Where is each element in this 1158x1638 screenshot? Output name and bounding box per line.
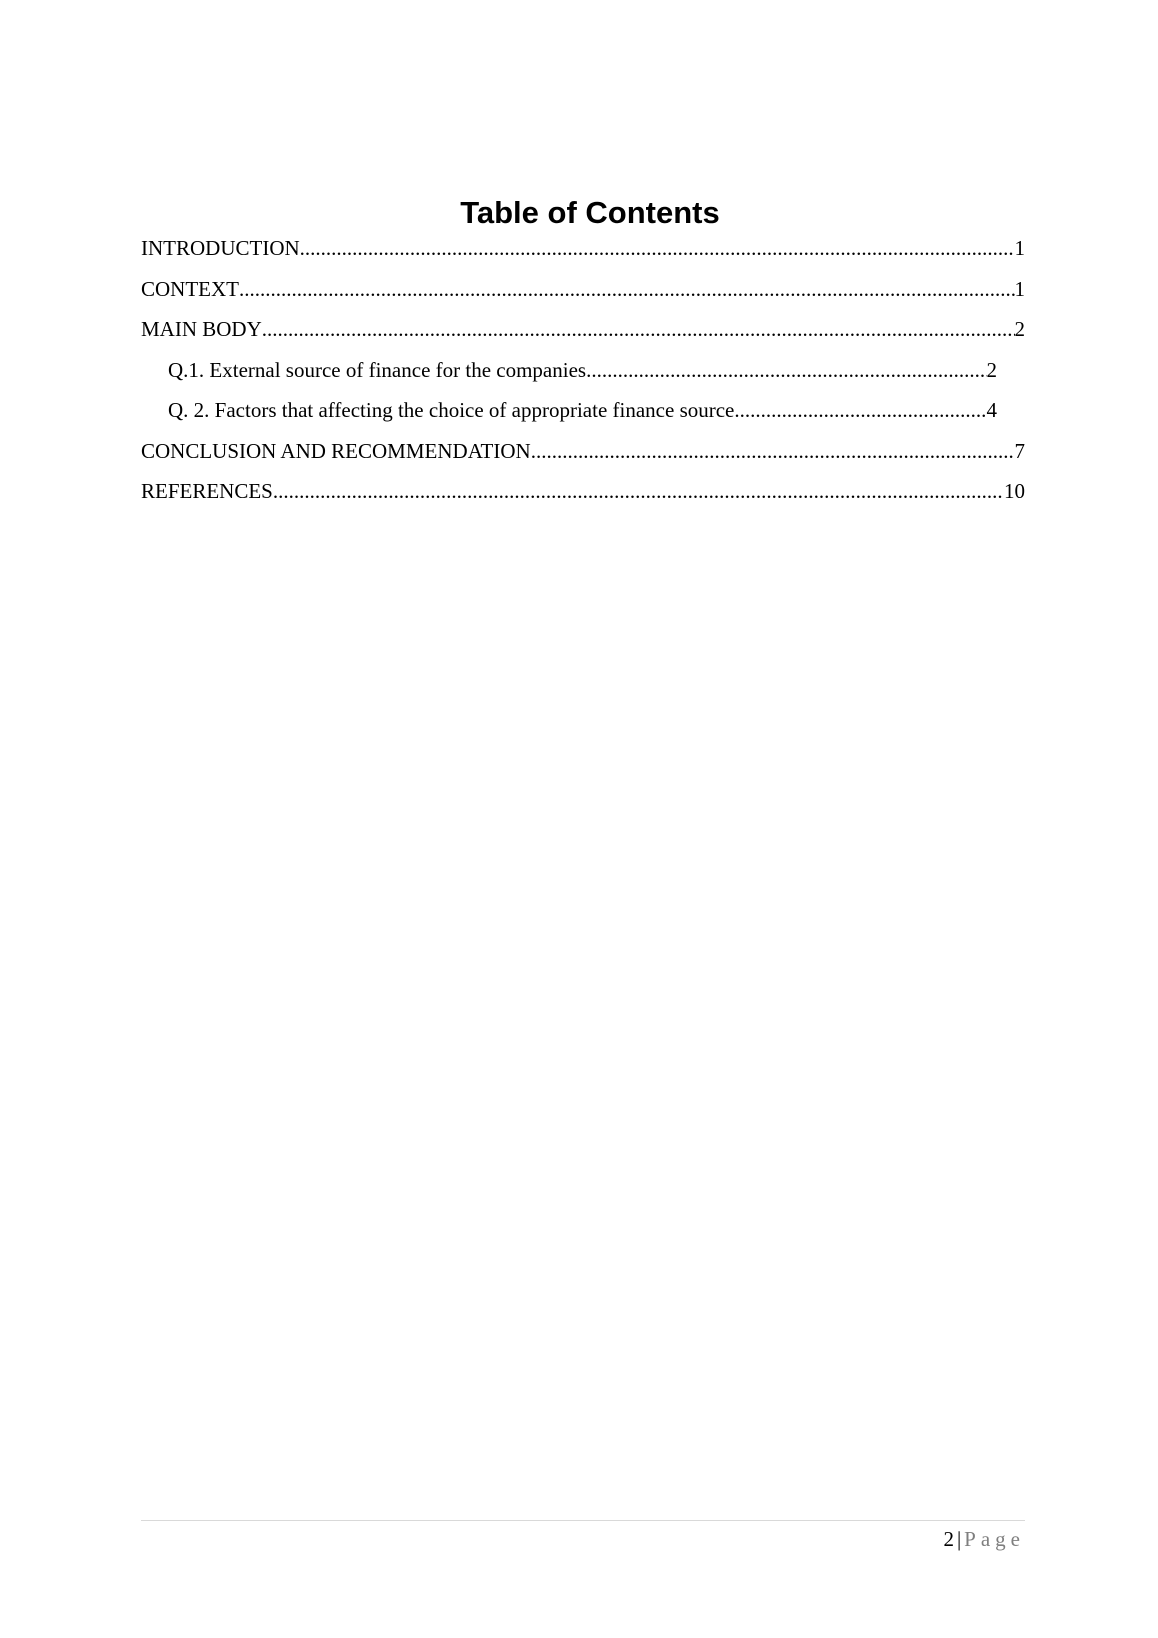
toc-title: Table of Contents [460, 195, 720, 230]
table-of-contents [141, 190, 1025, 520]
toc-list [141, 236, 1025, 520]
toc-entry-q1[interactable] [141, 358, 1025, 399]
toc-entry-conclusion[interactable] [141, 439, 1025, 480]
toc-entry-introduction[interactable] [141, 236, 1025, 277]
toc-entry-q2[interactable] [141, 398, 1025, 439]
toc-entry-label: CONCLUSION AND RECOMMENDATION [141, 438, 531, 463]
dot-leader [531, 439, 1015, 463]
toc-entry-label: CONTEXT [141, 276, 239, 301]
footer-separator: | [956, 1527, 962, 1551]
dot-leader [262, 317, 1015, 341]
page-footer [141, 1524, 1025, 1554]
toc-entry-label: Q.1. External source of finance for the companies [168, 357, 587, 382]
dot-leader [273, 479, 1004, 503]
toc-entry-context[interactable] [141, 277, 1025, 318]
toc-entry-label: INTRODUCTION [141, 236, 300, 260]
toc-entry-page: 4 [986, 398, 997, 422]
toc-entry-page: 10 [1004, 479, 1025, 503]
footer-page-number: 2 [943, 1527, 954, 1551]
toc-entry-label: Q. 2. Factors that affecting the choice of appropriate finance source [168, 398, 735, 422]
dot-leader [734, 398, 986, 422]
dot-leader [239, 277, 1015, 301]
toc-entry-main-body[interactable] [141, 317, 1025, 358]
toc-entry-label: REFERENCES [141, 479, 273, 503]
dot-leader [300, 236, 1015, 260]
toc-entry-page: 1 [1014, 236, 1025, 260]
toc-entry-label: MAIN BODY [141, 317, 262, 341]
footer-divider [141, 1520, 1025, 1521]
toc-entry-page: 2 [1014, 317, 1025, 341]
footer-page-word: Page [964, 1527, 1025, 1551]
toc-entry-page: 7 [1014, 438, 1025, 463]
dot-leader [586, 358, 986, 382]
toc-entry-page: 2 [986, 357, 997, 382]
toc-entry-references[interactable] [141, 479, 1025, 520]
toc-entry-page: 1 [1014, 276, 1025, 301]
